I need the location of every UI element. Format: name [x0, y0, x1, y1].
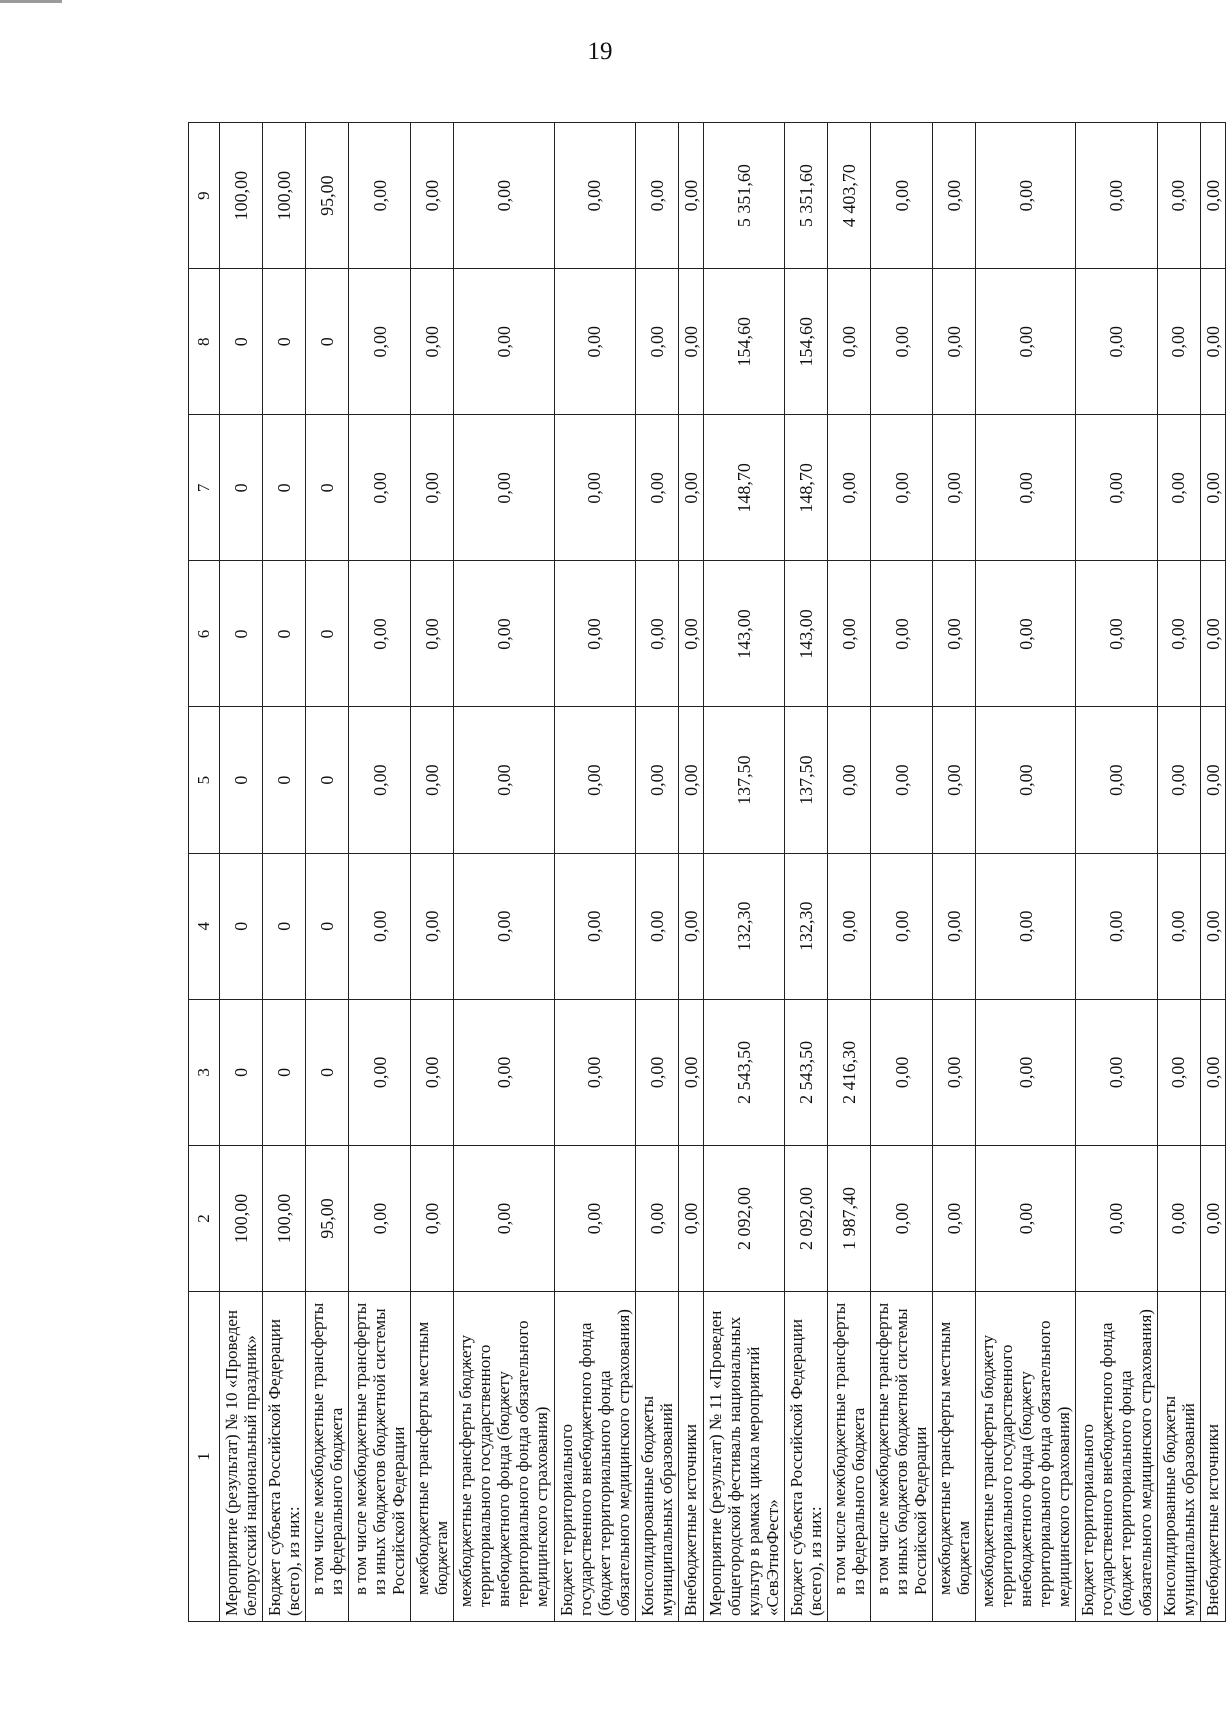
value-cell: 0,00 — [933, 123, 976, 269]
value-cell: 0,00 — [1200, 269, 1225, 415]
value-cell: 0,00 — [635, 123, 678, 269]
value-cell: 0 — [263, 853, 306, 999]
value-cell: 0,00 — [635, 853, 678, 999]
value-cell: 1 987,40 — [828, 1145, 871, 1291]
value-cell: 0 — [220, 999, 263, 1145]
value-cell: 0,00 — [635, 561, 678, 707]
value-cell: 0 — [263, 561, 306, 707]
value-cell: 0,00 — [1157, 1145, 1200, 1291]
value-cell: 0,00 — [1076, 707, 1157, 853]
value-cell: 0,00 — [454, 1145, 554, 1291]
row-label: межбюджетные трансферты местным бюджетам — [411, 1292, 454, 1622]
value-cell: 143,00 — [703, 561, 784, 707]
table-row — [220, 123, 263, 1622]
table-body — [220, 123, 1226, 1622]
value-cell: 0,00 — [933, 415, 976, 561]
row-label: Консолидированные бюджеты муниципальных образований — [635, 1292, 678, 1622]
value-cell: 0,00 — [411, 999, 454, 1145]
value-cell: 0 — [263, 707, 306, 853]
value-cell: 0,00 — [1157, 707, 1200, 853]
row-label: в том числе межбюджетные трансферты из иных бюджетов бюджетной системы Российской Федерации — [871, 1292, 933, 1622]
value-cell: 0 — [306, 707, 349, 853]
value-cell: 0,00 — [349, 999, 411, 1145]
value-cell: 0,00 — [828, 853, 871, 999]
table-row — [1076, 123, 1157, 1622]
row-label: межбюджетные трансферты местным бюджетам — [933, 1292, 976, 1622]
value-cell: 0,00 — [1076, 123, 1157, 269]
value-cell: 0,00 — [635, 707, 678, 853]
value-cell: 0,00 — [933, 853, 976, 999]
value-cell: 0,00 — [349, 853, 411, 999]
value-cell: 0,00 — [411, 707, 454, 853]
value-cell: 0,00 — [678, 415, 703, 561]
value-cell: 0 — [263, 269, 306, 415]
table-row — [871, 123, 933, 1622]
value-cell: 0,00 — [554, 1145, 635, 1291]
value-cell: 0 — [263, 415, 306, 561]
value-cell: 0,00 — [933, 1145, 976, 1291]
value-cell: 132,30 — [784, 853, 827, 999]
value-cell: 0,00 — [678, 561, 703, 707]
value-cell: 0,00 — [871, 415, 933, 561]
value-cell: 0,00 — [678, 707, 703, 853]
value-cell: 0,00 — [554, 269, 635, 415]
value-cell: 0,00 — [1157, 269, 1200, 415]
value-cell: 0,00 — [349, 707, 411, 853]
column-header: 4 — [189, 853, 220, 999]
value-cell: 0,00 — [411, 415, 454, 561]
budget-table — [188, 122, 1226, 1622]
row-label: Мероприятие (результат) № 10 «Проведен белорусский национальный праздник» — [220, 1292, 263, 1622]
row-label: в том числе межбюджетные трансферты из иных бюджетов бюджетной системы Российской Федерации — [349, 1292, 411, 1622]
column-header: 6 — [189, 561, 220, 707]
table-row — [703, 123, 784, 1622]
value-cell: 95,00 — [306, 123, 349, 269]
value-cell: 0 — [306, 415, 349, 561]
value-cell: 0,00 — [454, 123, 554, 269]
value-cell: 0,00 — [976, 561, 1076, 707]
value-cell: 0,00 — [1157, 123, 1200, 269]
table-row — [635, 123, 678, 1622]
value-cell: 0,00 — [933, 269, 976, 415]
value-cell: 0,00 — [1157, 999, 1200, 1145]
table-row — [411, 123, 454, 1622]
value-cell: 132,30 — [703, 853, 784, 999]
value-cell: 0 — [220, 707, 263, 853]
row-label: Внебюджетные источники — [678, 1292, 703, 1622]
table-row — [933, 123, 976, 1622]
table-row — [454, 123, 554, 1622]
value-cell: 0,00 — [1200, 123, 1225, 269]
value-cell: 0,00 — [976, 1145, 1076, 1291]
value-cell: 154,60 — [784, 269, 827, 415]
value-cell: 0,00 — [1200, 561, 1225, 707]
value-cell: 100,00 — [220, 123, 263, 269]
value-cell: 0,00 — [411, 561, 454, 707]
value-cell: 0,00 — [976, 123, 1076, 269]
value-cell: 0,00 — [828, 561, 871, 707]
value-cell: 148,70 — [703, 415, 784, 561]
value-cell: 137,50 — [703, 707, 784, 853]
row-label: Бюджет территориального государственного внебюджетного фонда (бюджет территориального фонда обязательного медицинского страхования) — [554, 1292, 635, 1622]
value-cell: 0,00 — [871, 999, 933, 1145]
top-edge-line — [0, 0, 62, 3]
value-cell: 0,00 — [1200, 415, 1225, 561]
page-number: 19 — [587, 38, 613, 65]
value-cell: 148,70 — [784, 415, 827, 561]
value-cell: 0,00 — [1076, 269, 1157, 415]
row-label: Бюджет территориального государственного внебюджетного фонда (бюджет территориального фонда обязательного медицинского страхования) — [1076, 1292, 1157, 1622]
value-cell: 95,00 — [306, 1145, 349, 1291]
value-cell: 0,00 — [1157, 561, 1200, 707]
value-cell: 0 — [263, 999, 306, 1145]
value-cell: 100,00 — [263, 123, 306, 269]
column-header: 9 — [189, 123, 220, 269]
value-cell: 0,00 — [678, 123, 703, 269]
column-header: 3 — [189, 999, 220, 1145]
value-cell: 137,50 — [784, 707, 827, 853]
value-cell: 0,00 — [454, 999, 554, 1145]
table-row — [784, 123, 827, 1622]
value-cell: 0,00 — [635, 999, 678, 1145]
value-cell: 0,00 — [933, 707, 976, 853]
value-cell: 0,00 — [411, 853, 454, 999]
value-cell: 0 — [306, 853, 349, 999]
value-cell: 0,00 — [1200, 707, 1225, 853]
value-cell: 0,00 — [976, 707, 1076, 853]
value-cell: 143,00 — [784, 561, 827, 707]
value-cell: 0,00 — [1076, 1145, 1157, 1291]
value-cell: 154,60 — [703, 269, 784, 415]
column-header: 8 — [189, 269, 220, 415]
value-cell: 0,00 — [1200, 1145, 1225, 1291]
value-cell: 0,00 — [454, 415, 554, 561]
value-cell: 0,00 — [349, 561, 411, 707]
value-cell: 0,00 — [635, 415, 678, 561]
value-cell: 0,00 — [976, 999, 1076, 1145]
row-label: в том числе межбюджетные трансферты из федерального бюджета — [828, 1292, 871, 1622]
value-cell: 0,00 — [1076, 853, 1157, 999]
value-cell: 0,00 — [678, 269, 703, 415]
value-cell: 0 — [220, 269, 263, 415]
row-label: Мероприятие (результат) № 11 «Проведен общегородской фестиваль национальных культур в рамках цикла мероприятий «СевЭтноФест» — [703, 1292, 784, 1622]
column-header: 7 — [189, 415, 220, 561]
table-row — [976, 123, 1076, 1622]
column-header: 5 — [189, 707, 220, 853]
value-cell: 0,00 — [678, 999, 703, 1145]
table-row — [1200, 123, 1225, 1622]
row-label: Консолидированные бюджеты муниципальных образований — [1157, 1292, 1200, 1622]
row-label: межбюджетные трансферты бюджету территориального государственного внебюджетного фонда (бюджету территориального фонда обязательного медицинского страхования) — [454, 1292, 554, 1622]
value-cell: 0,00 — [454, 707, 554, 853]
table-row — [554, 123, 635, 1622]
table-row — [263, 123, 306, 1622]
value-cell: 0,00 — [933, 999, 976, 1145]
value-cell: 0,00 — [349, 415, 411, 561]
value-cell: 0,00 — [678, 853, 703, 999]
value-cell: 100,00 — [220, 1145, 263, 1291]
value-cell: 0,00 — [1076, 999, 1157, 1145]
value-cell: 0,00 — [871, 561, 933, 707]
value-cell: 0,00 — [1200, 853, 1225, 999]
column-header: 1 — [189, 1292, 220, 1622]
value-cell: 2 543,50 — [784, 999, 827, 1145]
value-cell: 0,00 — [554, 707, 635, 853]
row-label: Внебюджетные источники — [1200, 1292, 1225, 1622]
value-cell: 0,00 — [349, 123, 411, 269]
value-cell: 0 — [306, 999, 349, 1145]
value-cell: 2 092,00 — [784, 1145, 827, 1291]
value-cell: 0,00 — [1200, 999, 1225, 1145]
value-cell: 2 543,50 — [703, 999, 784, 1145]
value-cell: 0,00 — [828, 269, 871, 415]
value-cell: 0,00 — [976, 853, 1076, 999]
table-row — [678, 123, 703, 1622]
value-cell: 0,00 — [828, 707, 871, 853]
value-cell: 0 — [220, 415, 263, 561]
value-cell: 0,00 — [454, 269, 554, 415]
value-cell: 0,00 — [871, 269, 933, 415]
value-cell: 5 351,60 — [703, 123, 784, 269]
table-header — [189, 123, 220, 1622]
row-label: в том числе межбюджетные трансферты из федерального бюджета — [306, 1292, 349, 1622]
value-cell: 0,00 — [554, 561, 635, 707]
value-cell: 0,00 — [411, 269, 454, 415]
value-cell: 0,00 — [635, 1145, 678, 1291]
value-cell: 0,00 — [411, 1145, 454, 1291]
value-cell: 0,00 — [454, 561, 554, 707]
value-cell: 2 416,30 — [828, 999, 871, 1145]
value-cell: 100,00 — [263, 1145, 306, 1291]
value-cell: 0,00 — [454, 853, 554, 999]
value-cell: 2 092,00 — [703, 1145, 784, 1291]
value-cell: 0,00 — [1157, 415, 1200, 561]
value-cell: 0,00 — [976, 415, 1076, 561]
value-cell: 0,00 — [678, 1145, 703, 1291]
table-row — [1157, 123, 1200, 1622]
value-cell: 0,00 — [554, 999, 635, 1145]
value-cell: 0 — [220, 561, 263, 707]
value-cell: 0,00 — [871, 853, 933, 999]
value-cell: 0,00 — [976, 269, 1076, 415]
value-cell: 0,00 — [411, 123, 454, 269]
value-cell: 0,00 — [828, 415, 871, 561]
value-cell: 0 — [306, 561, 349, 707]
value-cell: 0,00 — [1157, 853, 1200, 999]
column-header: 2 — [189, 1145, 220, 1291]
value-cell: 0,00 — [554, 123, 635, 269]
value-cell: 0,00 — [554, 415, 635, 561]
table-row — [828, 123, 871, 1622]
table-row — [306, 123, 349, 1622]
value-cell: 0,00 — [871, 707, 933, 853]
value-cell: 0,00 — [1076, 415, 1157, 561]
value-cell: 0,00 — [635, 269, 678, 415]
value-cell: 0,00 — [349, 1145, 411, 1291]
row-label: Бюджет субъекта Российской Федерации (всего), из них: — [263, 1292, 306, 1622]
row-label: Бюджет субъекта Российской Федерации (всего), из них: — [784, 1292, 827, 1622]
value-cell: 0 — [220, 853, 263, 999]
value-cell: 0,00 — [871, 1145, 933, 1291]
value-cell: 0,00 — [554, 853, 635, 999]
value-cell: 0 — [306, 269, 349, 415]
value-cell: 0,00 — [933, 561, 976, 707]
row-label: межбюджетные трансферты бюджету территориального государственного внебюджетного фонда (бюджету территориального фонда обязательного медицинского страхования) — [976, 1292, 1076, 1622]
header-row — [189, 123, 220, 1622]
value-cell: 5 351,60 — [784, 123, 827, 269]
value-cell: 4 403,70 — [828, 123, 871, 269]
value-cell: 0,00 — [349, 269, 411, 415]
table-row — [349, 123, 411, 1622]
value-cell: 0,00 — [871, 123, 933, 269]
value-cell: 0,00 — [1076, 561, 1157, 707]
